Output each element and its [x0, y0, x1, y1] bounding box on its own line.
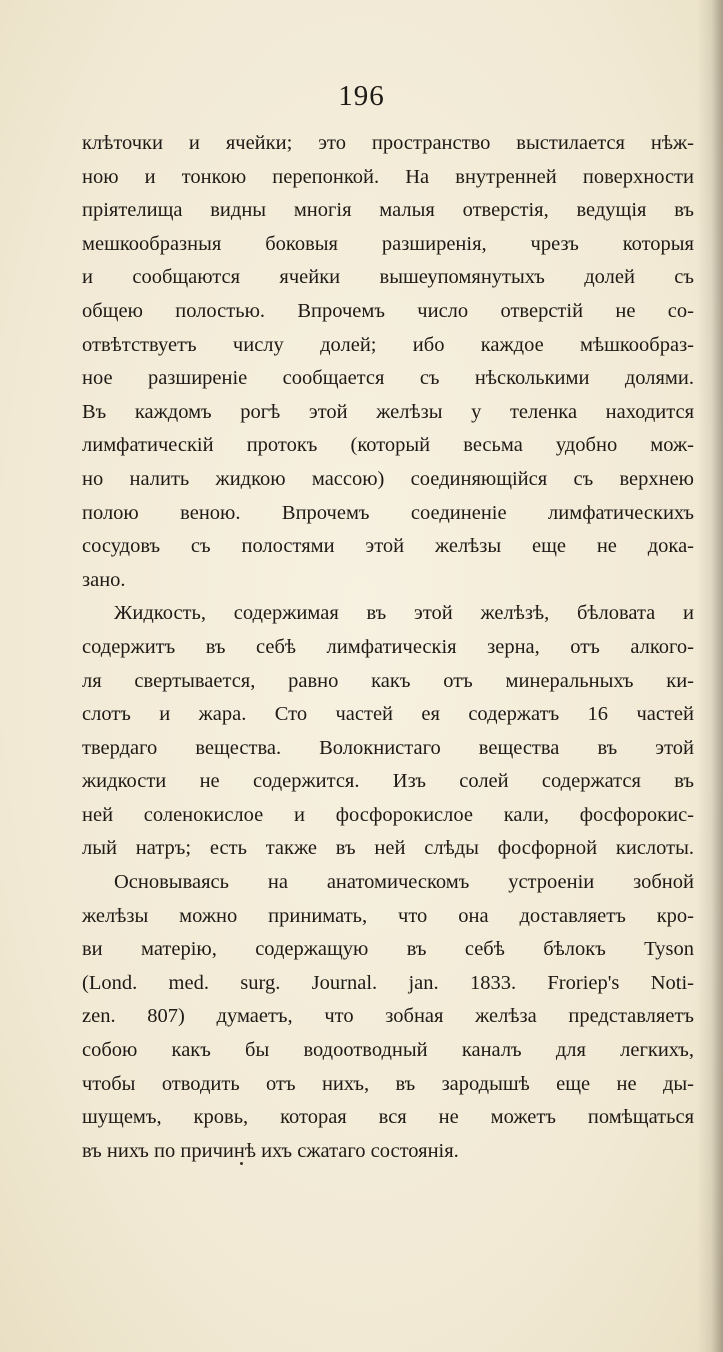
text-line: шущемъ, кровь, которая вся не можетъ помѣщаться [82, 1106, 694, 1129]
text-line: жидкости не содержится. Изъ солей содержатся въ [82, 770, 694, 793]
text-line: содержитъ въ себѣ лимфатическія зерна, отъ алкого- [82, 635, 694, 658]
text-line: ля свертывается, равно какъ отъ минеральныхъ ки- [82, 669, 694, 692]
text-line: отвѣтствуетъ числу долей; ибо каждое мѣшкообраз- [82, 333, 694, 356]
ink-speck [240, 1162, 243, 1165]
text-line: слотъ и жара. Сто частей ея содержатъ 16 частей [82, 703, 694, 726]
text-line: Жидкость, содержимая въ этой желѣзѣ, бѣловата и [114, 602, 694, 625]
body-text [82, 127, 694, 1168]
text-line: zen. 807) думаетъ, что зобная желѣза представляетъ [82, 1005, 694, 1028]
text-line: сосудовъ съ полостями этой желѣзы еще не дока- [82, 535, 694, 558]
text-line: пріятелища видны многія малыя отверстія, ведущія въ [82, 199, 694, 222]
text-line: общею полостью. Впрочемъ число отверстій не со- [82, 299, 694, 322]
text-line: ней соленокислое и фосфорокислое кали, фосфорокис- [82, 803, 694, 826]
text-line: Въ каждомъ рогѣ этой желѣзы у теленка находится [82, 400, 694, 423]
text-line: въ нихъ по причинѣ ихъ сжатаго состоянія. [82, 1139, 459, 1162]
text-line: чтобы отводить отъ нихъ, въ зародышѣ еще не ды- [82, 1072, 694, 1095]
text-line: твердаго вещества. Волокнистаго вещества въ этой [82, 736, 694, 759]
page-number: 196 [338, 80, 385, 112]
text-line: но налить жидкою массою) соединяющійся съ верхнею [82, 467, 694, 490]
text-line: зано. [82, 568, 126, 591]
text-line: ное разширеніе сообщается съ нѣсколькими долями. [82, 367, 694, 390]
text-line: лимфатическій протокъ (который весьма удобно мож- [82, 434, 694, 457]
text-line: и сообщаются ячейки вышеупомянутыхъ долей съ [82, 266, 694, 289]
text-line: лый натръ; есть также въ ней слѣды фосфорной кислоты. [82, 837, 694, 860]
text-line: Основываясь на анатомическомъ устроеніи зобной [114, 871, 694, 894]
text-line: желѣзы можно принимать, что она доставляетъ кро- [82, 904, 694, 927]
text-line: ною и тонкою перепонкой. На внутренней поверхности [82, 165, 694, 188]
page-edge-shadow [697, 0, 723, 1352]
text-line: (Lond. med. surg. Journal. jan. 1833. Froriep's Noti- [82, 971, 694, 994]
text-line: полою веною. Впрочемъ соединеніе лимфатическихъ [82, 501, 694, 524]
text-line: ви матерію, содержащую въ себѣ бѣлокъ Tyson [82, 938, 694, 961]
text-line: собою какъ бы водоотводный каналъ для легкихъ, [82, 1039, 694, 1062]
text-line: мешкообразныя боковыя разширенія, чрезъ которыя [82, 232, 694, 255]
text-line: клѣточки и ячейки; это пространство выстилается нѣж- [82, 132, 694, 154]
